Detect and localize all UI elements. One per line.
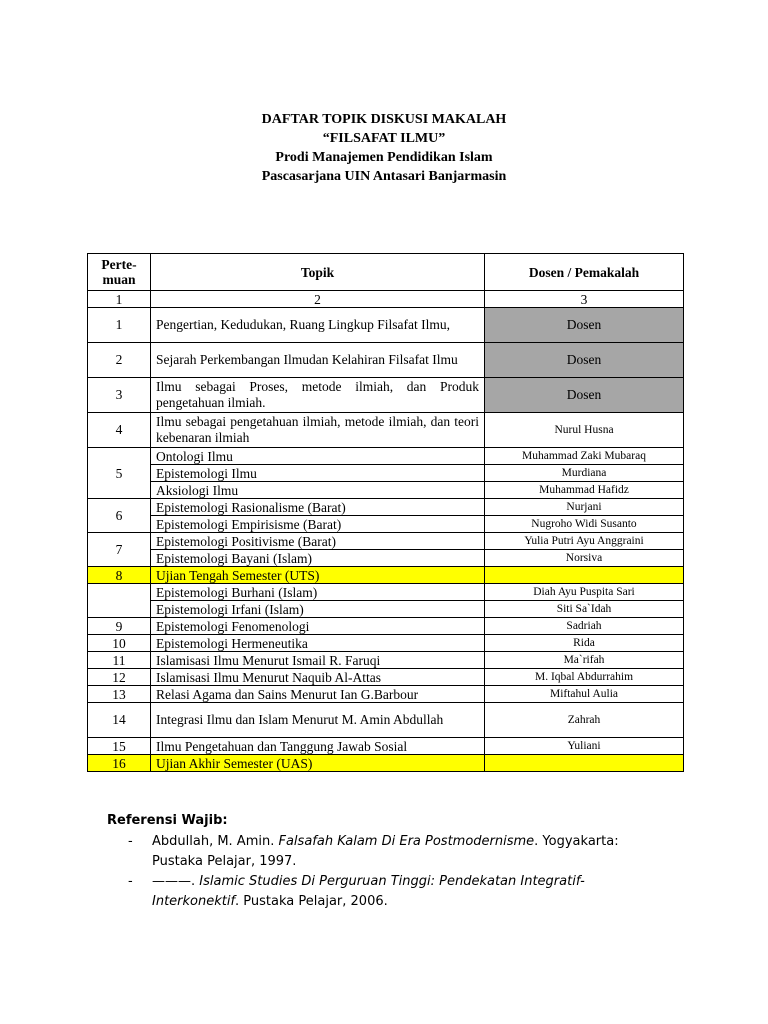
table-row <box>88 618 684 635</box>
meeting-number: 12 <box>88 669 151 686</box>
topic-cell: Epistemologi Fenomenologi <box>151 618 485 635</box>
meeting-number: 8 <box>88 567 151 584</box>
column-number: 3 <box>485 291 684 308</box>
presenter-cell: Murdiana <box>485 465 684 482</box>
table-row <box>88 482 684 499</box>
presenter-cell: Rida <box>485 635 684 652</box>
table-row <box>88 448 684 465</box>
topic-cell: Epistemologi Burhani (Islam) <box>151 584 485 601</box>
presenter-cell: Zahrah <box>485 703 684 738</box>
column-number: 1 <box>88 291 151 308</box>
topic-cell: Epistemologi Rasionalisme (Barat) <box>151 499 485 516</box>
meeting-number: 9 <box>88 618 151 635</box>
topic-cell: Ilmu sebagai pengetahuan ilmiah, metode ilmiah, dan teori kebenaran ilmiah <box>151 413 485 448</box>
presenter-cell: Diah Ayu Puspita Sari <box>485 584 684 601</box>
table-row <box>88 516 684 533</box>
presenter-cell <box>485 567 684 584</box>
topic-cell: Sejarah Perkembangan Ilmudan Kelahiran Filsafat Ilmu <box>151 343 485 378</box>
topic-cell: Relasi Agama dan Sains Menurut Ian G.Barbour <box>151 686 485 703</box>
topic-cell: Islamisasi Ilmu Menurut Ismail R. Faruqi <box>151 652 485 669</box>
table-row <box>88 550 684 567</box>
lecturer-cell: Dosen <box>485 343 684 378</box>
subtitle-line: “FILSAFAT ILMU” <box>322 131 446 146</box>
meeting-number <box>88 584 151 618</box>
table-row <box>88 601 684 618</box>
presenter-cell: M. Iqbal Abdurrahim <box>485 669 684 686</box>
table-row <box>88 652 684 669</box>
presenter-cell: Nurul Husna <box>485 413 684 448</box>
program-line: Prodi Manajemen Pendidikan Islam <box>275 150 493 165</box>
presenter-cell: Norsiva <box>485 550 684 567</box>
table-row <box>88 686 684 703</box>
presenter-cell: Nurjani <box>485 499 684 516</box>
header-meeting: Perte-muan <box>88 254 151 291</box>
reference-item <box>107 872 667 912</box>
meeting-number: 14 <box>88 703 151 738</box>
topic-cell: Ilmu sebagai Proses, metode ilmiah, dan Produk pengetahuan ilmiah. <box>151 378 485 413</box>
topic-cell: Epistemologi Irfani (Islam) <box>151 601 485 618</box>
topic-cell: Islamisasi Ilmu Menurut Naquib Al-Attas <box>151 669 485 686</box>
topic-cell: Ujian Akhir Semester (UAS) <box>151 755 485 772</box>
meeting-number: 6 <box>88 499 151 533</box>
table-row <box>88 703 684 738</box>
exam-row-uas <box>88 755 684 772</box>
table-row <box>88 465 684 482</box>
reference-item <box>107 832 667 872</box>
reference-author: Abdullah, M. Amin. <box>152 834 279 849</box>
topic-table <box>87 253 684 772</box>
table-row <box>88 584 684 601</box>
topic-cell: Ilmu Pengetahuan dan Tanggung Jawab Sosial <box>151 738 485 755</box>
meeting-number: 7 <box>88 533 151 567</box>
reference-publisher: . Pustaka Pelajar, 2006. <box>235 894 388 909</box>
topic-cell: Epistemologi Hermeneutika <box>151 635 485 652</box>
table-row <box>88 378 684 413</box>
presenter-cell: Yulia Putri Ayu Anggraini <box>485 533 684 550</box>
lecturer-cell: Dosen <box>485 308 684 343</box>
table-row <box>88 413 684 448</box>
meeting-number: 16 <box>88 755 151 772</box>
header-topic: Topik <box>151 254 485 291</box>
topic-cell: Ontologi Ilmu <box>151 448 485 465</box>
meeting-number: 11 <box>88 652 151 669</box>
topic-cell: Epistemologi Bayani (Islam) <box>151 550 485 567</box>
topic-cell: Pengertian, Kedudukan, Ruang Lingkup Filsafat Ilmu, <box>151 308 485 343</box>
reference-book-title: Falsafah Kalam Di Era Postmodernisme <box>278 834 535 849</box>
document-header <box>0 110 768 186</box>
table-row <box>88 669 684 686</box>
meeting-number: 2 <box>88 343 151 378</box>
meeting-number: 5 <box>88 448 151 499</box>
table-row <box>88 308 684 343</box>
table-row <box>88 343 684 378</box>
table-row <box>88 738 684 755</box>
table-row <box>88 533 684 550</box>
presenter-cell: Yuliani <box>485 738 684 755</box>
column-number: 2 <box>151 291 485 308</box>
meeting-number: 1 <box>88 308 151 343</box>
lecturer-cell: Dosen <box>485 378 684 413</box>
table-row <box>88 635 684 652</box>
topic-cell: Epistemologi Ilmu <box>151 465 485 482</box>
meeting-number: 3 <box>88 378 151 413</box>
presenter-cell: Miftahul Aulia <box>485 686 684 703</box>
list-dash: - <box>128 834 133 849</box>
title-line: DAFTAR TOPIK DISKUSI MAKALAH <box>261 112 507 127</box>
references-section <box>107 811 667 912</box>
presenter-cell <box>485 755 684 772</box>
institution-line: Pascasarjana UIN Antasari Banjarmasin <box>261 169 507 184</box>
presenter-cell: Muhammad Hafidz <box>485 482 684 499</box>
presenter-cell: Sadriah <box>485 618 684 635</box>
exam-row-uts <box>88 567 684 584</box>
presenter-cell: Ma`rifah <box>485 652 684 669</box>
references-title: Referensi Wajib: <box>107 813 228 828</box>
topic-cell: Aksiologi Ilmu <box>151 482 485 499</box>
topic-cell: Epistemologi Positivisme (Barat) <box>151 533 485 550</box>
topic-cell: Epistemologi Empirisisme (Barat) <box>151 516 485 533</box>
meeting-number: 4 <box>88 413 151 448</box>
presenter-cell: Nugroho Widi Susanto <box>485 516 684 533</box>
list-dash: - <box>128 874 133 889</box>
column-number-row <box>88 291 684 308</box>
meeting-number: 10 <box>88 635 151 652</box>
header-lecturer: Dosen / Pemakalah <box>485 254 684 291</box>
topic-cell: Integrasi Ilmu dan Islam Menurut M. Amin Abdullah <box>151 703 485 738</box>
presenter-cell: Siti Sa`Idah <box>485 601 684 618</box>
meeting-number: 15 <box>88 738 151 755</box>
reference-book-title: Islamic Studies Di Perguruan Tinggi: Pendekatan Integratif-Interkonektif <box>152 874 585 909</box>
table-header-row <box>88 254 684 291</box>
presenter-cell: Muhammad Zaki Mubaraq <box>485 448 684 465</box>
meeting-number: 13 <box>88 686 151 703</box>
topic-cell: Ujian Tengah Semester (UTS) <box>151 567 485 584</box>
reference-author: ———. <box>152 874 200 889</box>
reference-publisher: . Yogyakarta: Pustaka Pelajar, 1997. <box>152 834 619 869</box>
table-row <box>88 499 684 516</box>
